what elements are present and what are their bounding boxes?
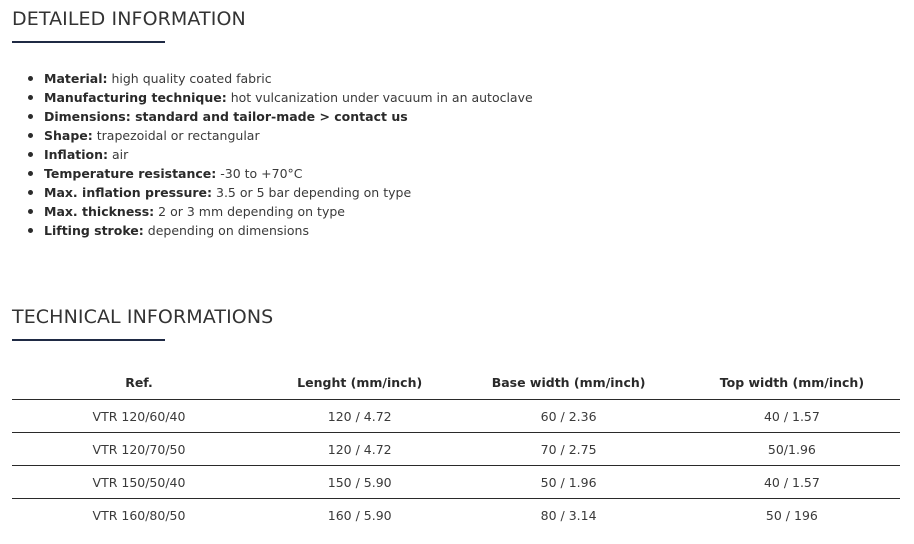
spec-label: Max. thickness:: [44, 204, 155, 219]
spec-value: hot vulcanization under vacuum in an autoclave: [226, 90, 533, 105]
header-length: Lenght (mm/inch): [266, 366, 453, 400]
spec-value: depending on dimensions: [143, 223, 309, 238]
spec-label: Temperature resistance:: [44, 166, 217, 181]
table-row: [12, 466, 900, 499]
cell-length: 120 / 4.72: [266, 433, 453, 466]
cell-base-width: 50 / 1.96: [453, 466, 683, 499]
header-base-width: Base width (mm/inch): [453, 366, 683, 400]
table-row: [12, 433, 900, 466]
table-row: [12, 400, 900, 433]
cell-base-width: 60 / 2.36: [453, 400, 683, 433]
detailed-information-title: DETAILED INFORMATION: [12, 8, 246, 30]
spec-value: trapezoidal or rectangular: [92, 128, 260, 143]
header-top-width: Top width (mm/inch): [684, 366, 900, 400]
contact-us-link[interactable]: Dimensions: standard and tailor-made > contact us: [44, 109, 408, 124]
spec-value: 3.5 or 5 bar depending on type: [212, 185, 412, 200]
spec-value: -30 to +70°C: [216, 166, 303, 181]
spec-item-pressure: [44, 183, 533, 202]
header-ref: Ref.: [12, 366, 266, 400]
cell-ref: VTR 120/60/40: [12, 400, 266, 433]
spec-label: Manufacturing technique:: [44, 90, 227, 105]
spec-item-inflation: [44, 145, 533, 164]
spec-list: [24, 69, 533, 240]
technical-informations-title: TECHNICAL INFORMATIONS: [12, 306, 274, 328]
cell-top-width: 50/1.96: [684, 433, 900, 466]
spec-item-thickness: [44, 202, 533, 221]
table-header-row: [12, 366, 900, 400]
spec-item-temperature: [44, 164, 533, 183]
title-underline: [12, 339, 165, 341]
spec-item-manufacturing: [44, 88, 533, 107]
cell-top-width: 40 / 1.57: [684, 400, 900, 433]
technical-table: [12, 366, 900, 531]
cell-ref: VTR 160/80/50: [92, 507, 186, 523]
spec-label: Material:: [44, 71, 108, 86]
spec-label: Max. inflation pressure:: [44, 185, 213, 200]
spec-label: Lifting stroke:: [44, 223, 144, 238]
cell-ref: VTR 120/70/50: [12, 433, 266, 466]
cell-ref: VTR 150/50/40: [12, 466, 266, 499]
cell-base-width: 70 / 2.75: [453, 433, 683, 466]
spec-value: high quality coated fabric: [107, 71, 272, 86]
spec-value: 2 or 3 mm depending on type: [154, 204, 345, 219]
spec-label: Shape:: [44, 128, 93, 143]
table-row: [12, 499, 900, 532]
cell-length: 150 / 5.90: [266, 466, 453, 499]
title-underline: [12, 41, 165, 43]
cell-top-width: 50 / 196: [765, 507, 818, 523]
cell-length: 120 / 4.72: [266, 400, 453, 433]
spec-value: air: [108, 147, 129, 162]
spec-item-material: [44, 69, 533, 88]
spec-label: Inflation:: [44, 147, 108, 162]
cell-length: 160 / 5.90: [327, 507, 392, 523]
spec-item-lifting-stroke: [44, 221, 533, 240]
cell-top-width: 40 / 1.57: [684, 466, 900, 499]
spec-item-shape: [44, 126, 533, 145]
cell-base-width: 80 / 3.14: [540, 507, 597, 523]
spec-item-dimensions[interactable]: [44, 107, 533, 126]
